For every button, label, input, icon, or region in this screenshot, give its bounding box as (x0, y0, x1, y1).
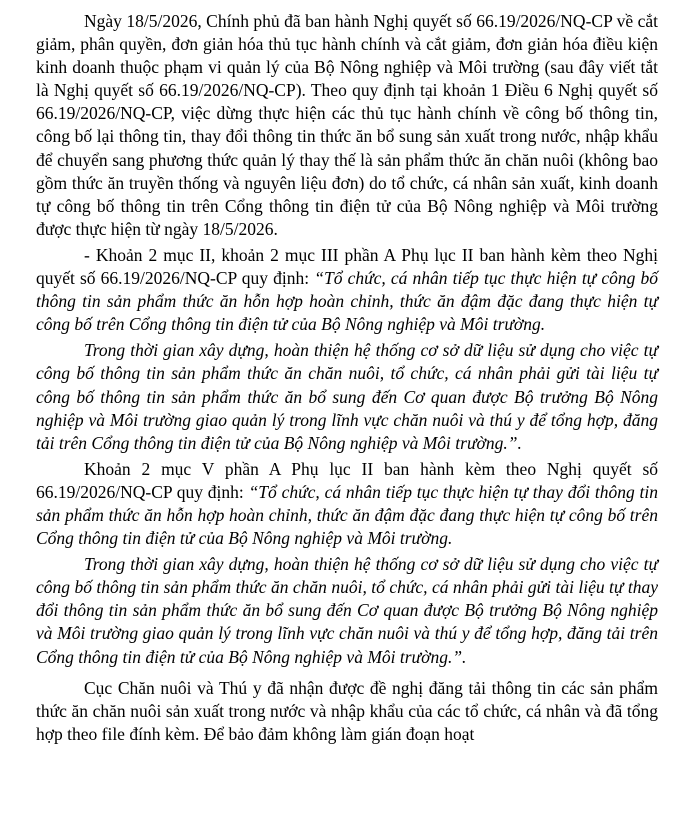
paragraph-3-quote: Trong thời gian xây dựng, hoàn thiện hệ thống cơ sở dữ liệu sử dụng cho việc tự công bố thông tin sản phẩm thức ăn chăn nuôi, tổ chức, cá nhân phải gửi tài liệu tự công bố thông tin sản phẩm thức ăn bổ sung đến Cơ quan được Bộ trưởng Bộ Nông nghiệp và Môi trường giao quản lý trong lĩnh vực chăn nuôi và thú y để tổng hợp, đăng tải trên Cổng thông tin điện tử của Bộ Nông nghiệp và Môi trường.”. (36, 340, 658, 453)
paragraph-1 (36, 10, 658, 241)
paragraph-2-quote: “Tổ chức, cá nhân tiếp tục thực hiện tự công bố thông tin sản phẩm thức ăn hỗn hợp hoàn chỉnh, thức ăn đậm đặc đang thực hiện tự công bố trên Cổng thông tin điện tử của Bộ Nông nghiệp và Môi trường. (36, 268, 658, 335)
paragraph-2 (36, 244, 658, 336)
document-body (36, 10, 658, 746)
paragraph-1-text: Ngày 18/5/2026, Chính phủ đã ban hành Nghị quyết số 66.19/2026/NQ-CP về cắt giảm, phân quyền, đơn giản hóa thủ tục hành chính và cắt giảm, đơn giản hóa điều kiện kinh doanh thuộc phạm vi quản lý của Bộ Nông nghiệp và Môi trường (sau đây viết tắt là Nghị quyết số 66.19/2026/NQ-CP). Theo quy định tại khoản 1 Điều 6 Nghị quyết số 66.19/2026/NQ-CP, việc dừng thực hiện các thủ tục hành chính về công bố thông tin, công bố lại thông tin, thay đổi thông tin thức ăn bổ sung sản xuất trong nước, nhập khẩu để chuyển sang phương thức quản lý thay thế là sản phẩm thức ăn chăn nuôi (không bao gồm thức ăn truyền thống và nguyên liệu đơn) do tổ chức, cá nhân sản xuất, kinh doanh tự công bố thông tin trên Cổng thông tin điện tử của Bộ Nông nghiệp và Môi trường được thực hiện từ ngày 18/5/2026. (36, 11, 658, 239)
paragraph-4-quote: “Tổ chức, cá nhân tiếp tục thực hiện tự thay đổi thông tin sản phẩm thức ăn hỗn hợp hoàn chỉnh, thức ăn đậm đặc đang thực hiện tự công bố trên Cổng thông tin điện tử của Bộ Nông nghiệp và Môi trường. (36, 481, 658, 549)
paragraph-6-text: Cục Chăn nuôi và Thú y đã nhận được đề nghị đăng tải thông tin các sản phẩm thức ăn chăn nuôi sản xuất trong nước và nhập khẩu của các tổ chức, cá nhân và đã tổng hợp theo file đính kèm. Để bảo đảm không làm gián đoạn hoạt (36, 677, 658, 744)
paragraph-5-quote: Trong thời gian xây dựng, hoàn thiện hệ thống cơ sở dữ liệu sử dụng cho việc tự công bố thông tin sản phẩm thức ăn chăn nuôi, tổ chức, cá nhân phải gửi tài liệu tự thay đổi thông tin sản phẩm thức ăn bổ sung đến Cơ quan được Bộ trưởng Bộ Nông nghiệp và Môi trường giao quản lý trong lĩnh vực chăn nuôi và thú y để tổng hợp, đăng tải trên Cổng thông tin điện tử của Bộ Nông nghiệp và Môi trường.”. (36, 554, 658, 667)
paragraph-4-text: Khoản 2 mục V phần A Phụ lục II ban hành kèm theo Nghị quyết số 66.19/2026/NQ-CP quy định: (36, 458, 658, 502)
paragraph-6 (36, 677, 658, 746)
paragraph-4 (36, 458, 658, 550)
paragraph-5 (36, 553, 658, 668)
paragraph-3 (36, 339, 658, 454)
paragraph-2-text: - Khoản 2 mục II, khoản 2 mục III phần A Phụ lục II ban hành kèm theo Nghị quyết số 66.19/2026/NQ-CP quy định: (36, 244, 658, 289)
